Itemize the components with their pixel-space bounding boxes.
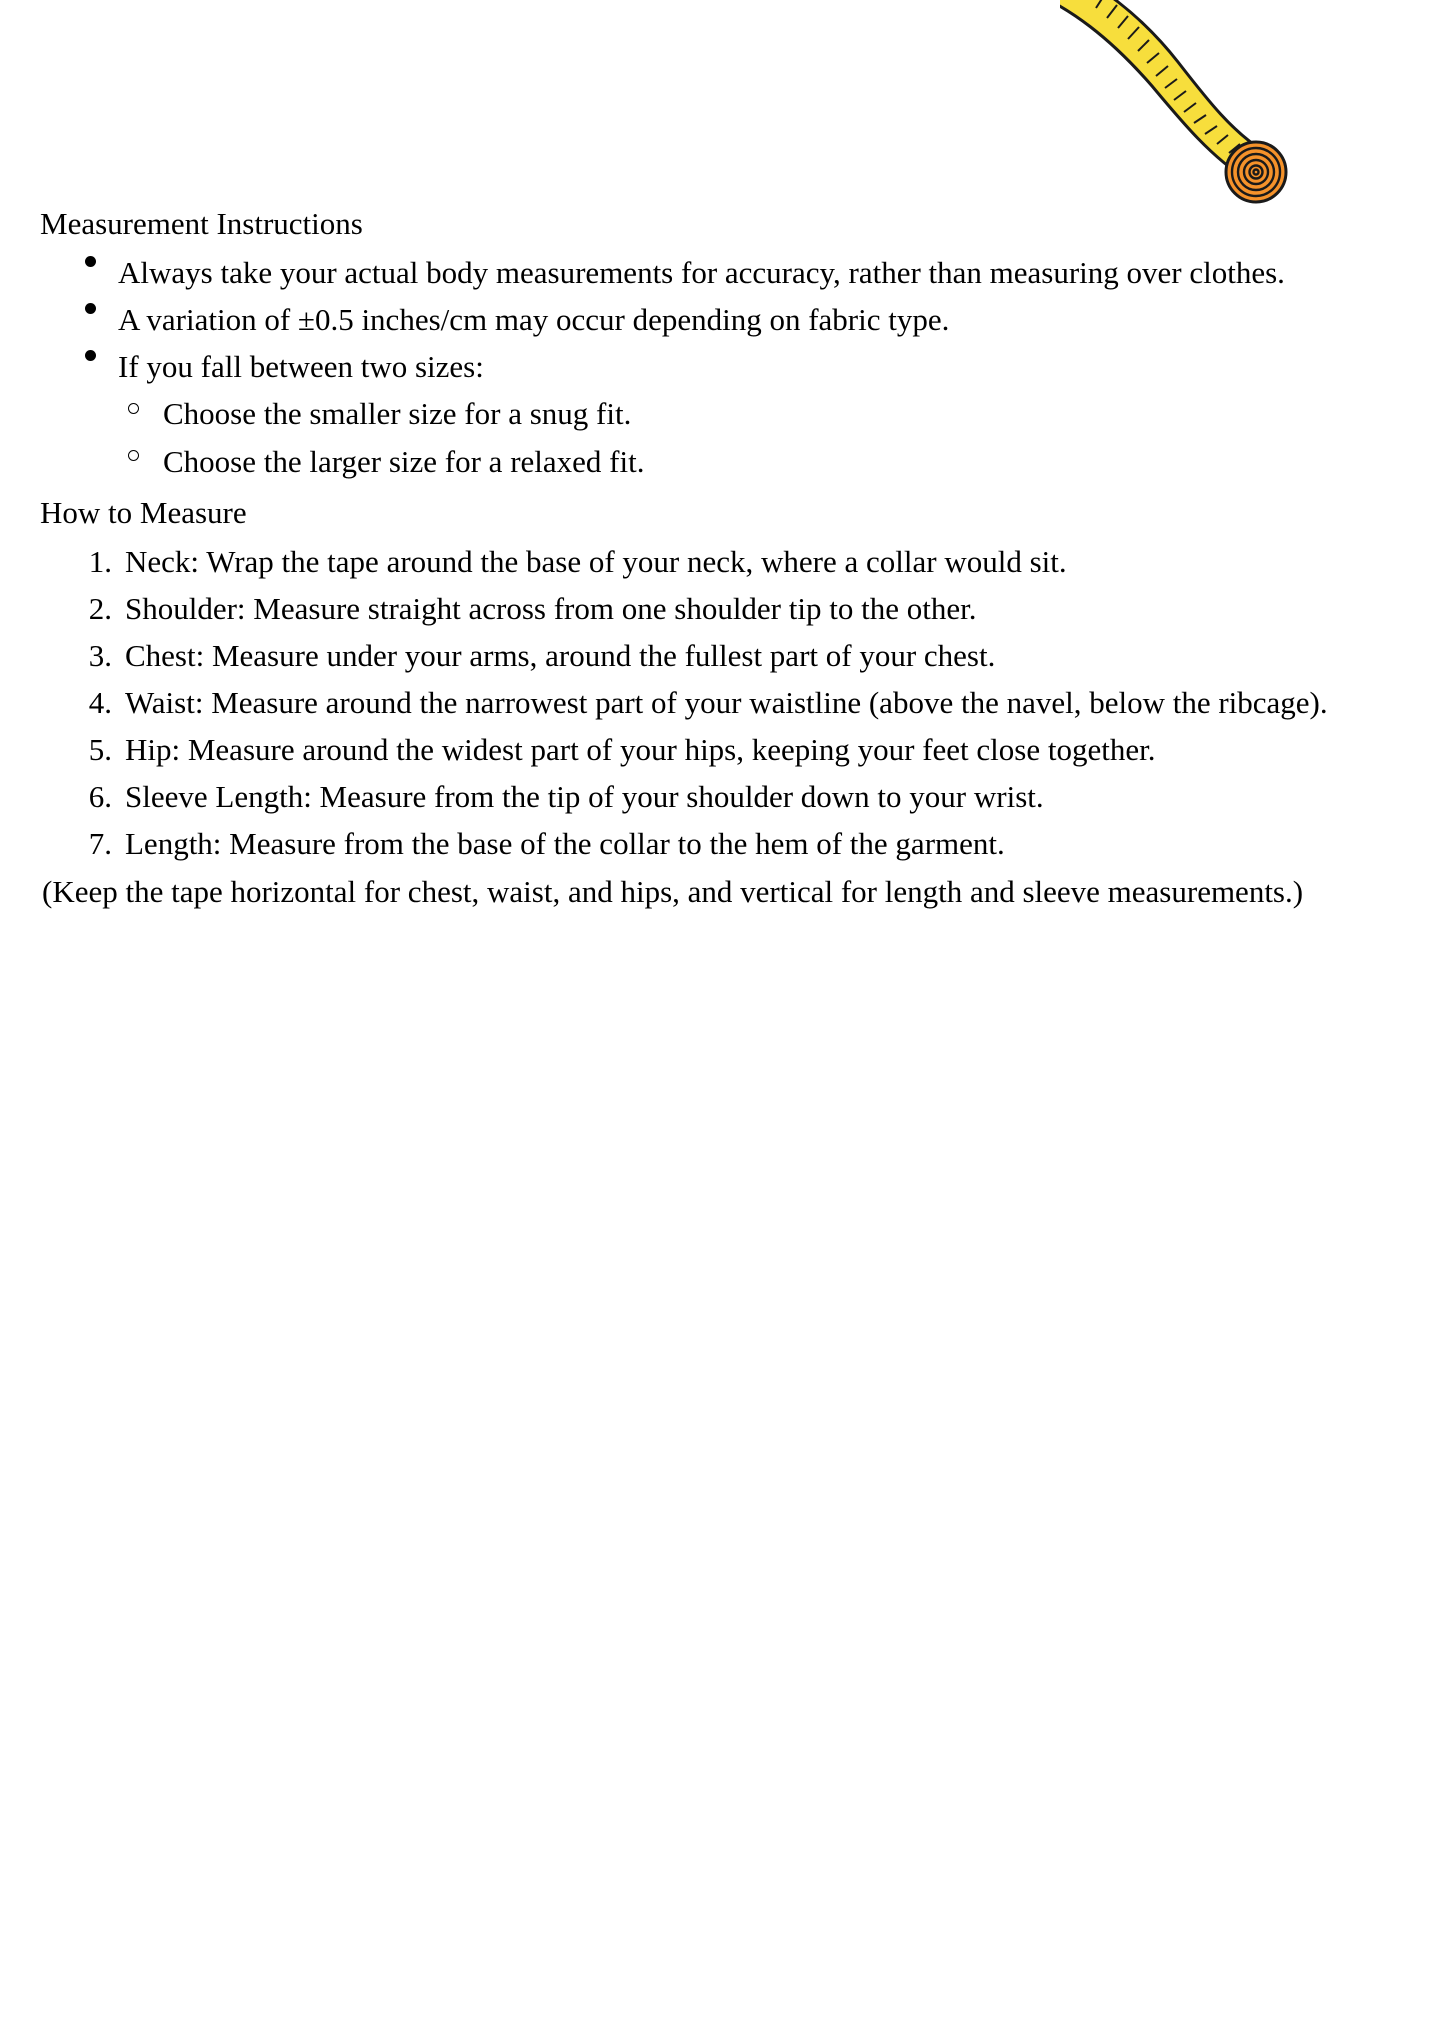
between-sizes-sublist xyxy=(40,390,1410,484)
list-item xyxy=(40,296,1410,343)
list-item-text: Waist: Measure around the narrowest part of your waistline (above the navel, below the ribcage). xyxy=(125,685,1328,721)
how-to-measure-list xyxy=(40,538,1410,868)
bullet-icon xyxy=(85,249,96,282)
list-item-text: Choose the smaller size for a snug fit. xyxy=(163,396,632,432)
section-heading-measurement-instructions: Measurement Instructions xyxy=(40,206,363,241)
list-item xyxy=(40,438,1410,485)
list-item xyxy=(40,390,1410,437)
hollow-bullet-icon xyxy=(128,438,139,485)
bullet-icon xyxy=(85,296,96,329)
list-item-text: If you fall between two sizes: xyxy=(118,349,484,385)
list-item-text: A variation of ±0.5 inches/cm may occur depending on fabric type. xyxy=(118,302,950,338)
list-item xyxy=(40,343,1410,390)
list-item-text: Shoulder: Measure straight across from one shoulder tip to the other. xyxy=(125,590,977,626)
list-item xyxy=(40,632,1410,679)
list-item xyxy=(40,538,1410,585)
bullet-icon xyxy=(85,343,96,376)
list-item xyxy=(40,585,1410,632)
list-item-text: Sleeve Length: Measure from the tip of your shoulder down to your wrist. xyxy=(125,779,1044,815)
measurement-instructions-list xyxy=(40,249,1410,390)
list-item xyxy=(40,726,1410,773)
hollow-bullet-icon xyxy=(128,390,139,437)
list-item-text: Choose the larger size for a relaxed fit. xyxy=(163,443,645,479)
list-item-text: Always take your actual body measurements for accuracy, rather than measuring over clothes. xyxy=(118,255,1285,291)
list-item-text: Length: Measure from the base of the collar to the hem of the garment. xyxy=(125,826,1005,862)
list-item xyxy=(40,820,1410,867)
list-item xyxy=(40,249,1410,296)
list-item-text: Neck: Wrap the tape around the base of your neck, where a collar would sit. xyxy=(125,543,1067,579)
document-body xyxy=(40,200,1410,915)
list-item-text: Hip: Measure around the widest part of your hips, keeping your feet close together. xyxy=(125,732,1156,768)
list-item xyxy=(40,679,1410,726)
closing-note: (Keep the tape horizontal for chest, waist, and hips, and vertical for length and sleeve measurements.) xyxy=(42,873,1304,909)
list-item xyxy=(40,773,1410,820)
list-item-text: Chest: Measure under your arms, around the fullest part of your chest. xyxy=(125,637,996,673)
section-heading-how-to-measure: How to Measure xyxy=(40,494,247,530)
